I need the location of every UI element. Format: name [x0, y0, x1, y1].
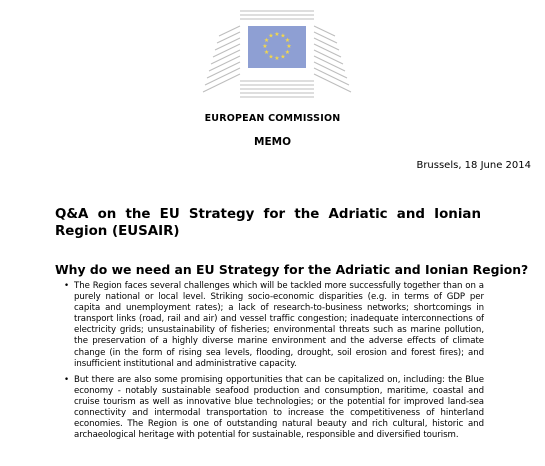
svg-text:★: ★	[280, 32, 286, 40]
svg-text:★: ★	[274, 31, 280, 38]
svg-text:★: ★	[263, 49, 270, 56]
memo-title: Q&A on the EU Strategy for the Adriatic and Ionian Region (EUSAIR)	[55, 207, 481, 239]
bullet-list	[64, 281, 484, 446]
list-item-text: But there are also some promising opportunities that can be capitalized on, including: the Blue economy - notably sustainable seafood production and consumption, maritime, coastal and cruise tourism as well as innovative blue technologies; or the potential for improved land-sea connectivity and intermodal transportation to increase the competitiveness of hinterland economies. The Region is one of outstanding natural beauty and rich cultural, historic and archaeological heritage with potential for sustainable, responsible and diversified tourism.	[74, 374, 484, 441]
document-type: MEMO	[254, 136, 291, 148]
svg-text:★: ★	[284, 37, 291, 44]
organization-name: EUROPEAN COMMISSION	[204, 113, 341, 124]
european-commission-logo-icon	[197, 6, 357, 100]
bullet-icon: •	[64, 281, 70, 291]
bullet-icon: •	[64, 374, 70, 385]
list-item	[64, 374, 484, 442]
svg-text:★: ★	[263, 37, 270, 44]
svg-text:★: ★	[274, 55, 280, 62]
svg-text:★: ★	[280, 53, 286, 61]
svg-text:★: ★	[284, 49, 291, 56]
section-heading: Why do we need an EU Strategy for the Adriatic and Ionian Region?	[55, 262, 529, 277]
svg-text:★: ★	[286, 43, 292, 50]
dateline: Brussels, 18 June 2014	[416, 160, 531, 171]
svg-text:★: ★	[268, 32, 274, 40]
list-item	[64, 281, 484, 370]
svg-text:★: ★	[268, 53, 274, 61]
svg-text:★: ★	[262, 43, 268, 50]
list-item-text: The Region faces several challenges which will be tackled more successfully together than on a purely national or local level. Striking socio-economic disparities (e.g. in terms of GDP per capita and unemployment rates); a lack of research-to-business networks; shortcomings in transport links (road, rail and air) and vessel traffic congestion; inadequate interconnections of electricity grids; unsustainability of fisheries; environmental threats such as marine pollution, the preservation of a highly diverse marine environment and the adverse effects of climate change (in the form of rising sea levels, flooding, drought, soil erosion and forest fires); and insufficient institutional and administrative capacity.	[74, 281, 484, 369]
